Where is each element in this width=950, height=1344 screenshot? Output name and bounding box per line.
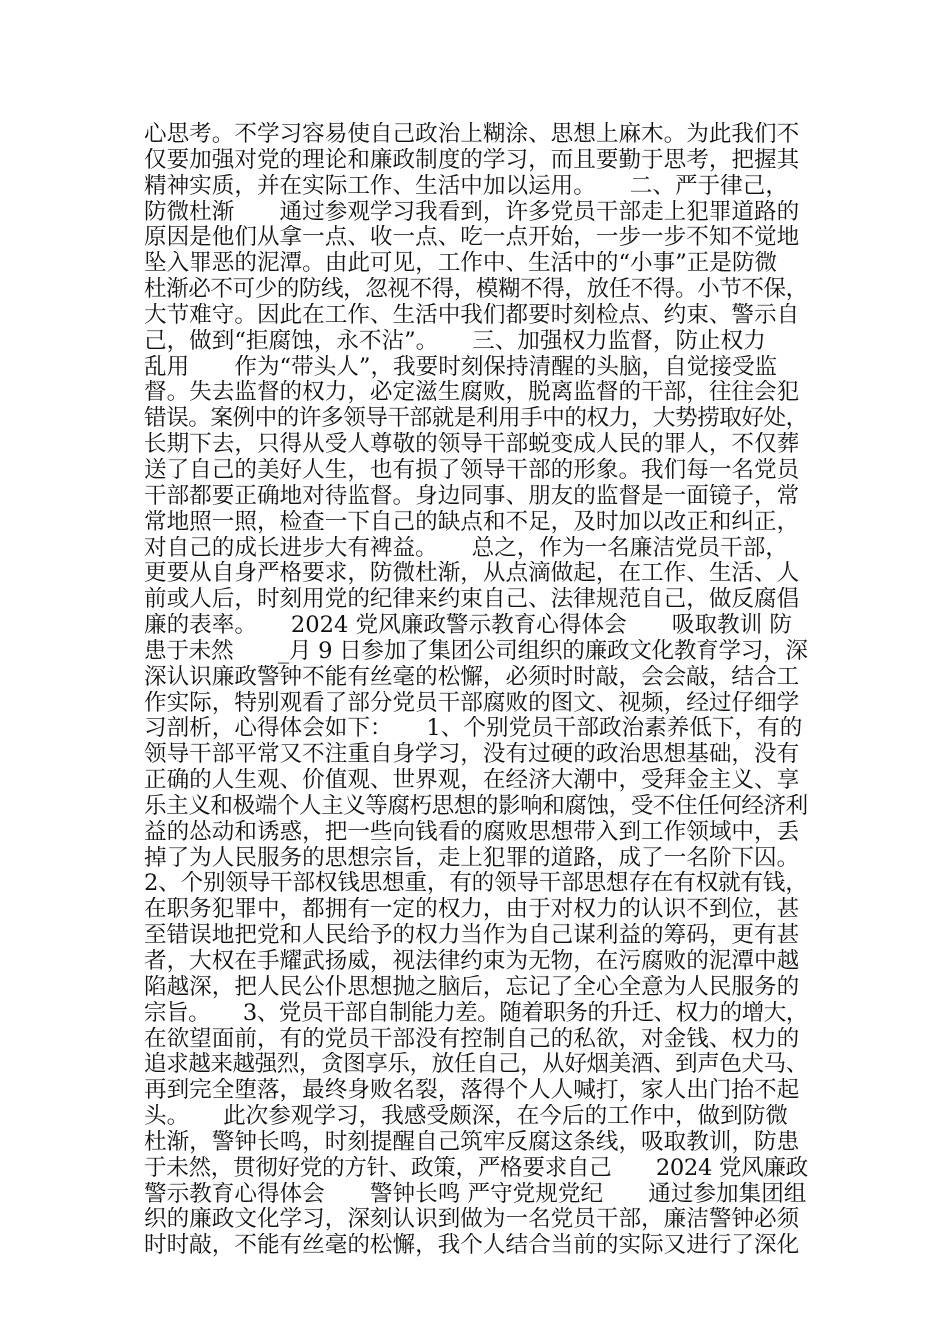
- text-line: 正确的人生观、价值观、世界观，在经济大潮中，受拜金主义、享: [144, 768, 800, 794]
- text-line: 错误。案例中的许多领导干部就是利用手中的权力，大势捞取好处，: [144, 406, 808, 432]
- text-line: 习剖析，心得体会如下： 1、个别党员干部政治素养低下，有的: [144, 716, 803, 742]
- text-line: 长期下去，只得从受人尊敬的领导干部蜕变成人民的罪人，不仅葬: [144, 432, 800, 458]
- text-line: 益的怂动和诱惑，把一些向钱看的腐败思想带入到工作领域中，丢: [144, 819, 800, 845]
- text-line: 2、个别领导干部权钱思想重，有的领导干部思想存在有权就有钱，: [144, 871, 808, 897]
- text-line: 在职务犯罪中，都拥有一定的权力，由于对权力的认识不到位，甚: [144, 897, 800, 923]
- text-line: 心思考。不学习容易使自己政治上糊涂、思想上麻木。为此我们不: [144, 122, 800, 147]
- text-line: 宗旨。 3、党员干部自制能力差。随着职务的升迁、权力的增大，: [144, 1000, 808, 1026]
- text-line: 追求越来越强烈，贪图享乐，放任自己，从好烟美酒、到声色犬马、: [144, 1052, 808, 1078]
- text-line: 坠入罪恶的泥潭。由此可见，工作中、生活中的“小事”正是防微: [144, 251, 778, 277]
- text-line: 者，大权在手耀武扬威，视法律约束为无物，在污腐败的泥潭中越: [144, 949, 800, 974]
- text-line: 织的廉政文化学习，深刻认识到做为一名党员干部，廉洁警钟必须: [144, 1207, 800, 1233]
- text-line: 送了自己的美好人生，也有损了领导干部的形象。我们每一名党员: [144, 457, 800, 483]
- text-line: 领导干部平常又不注重自身学习，没有过硬的政治思想基础，没有: [144, 742, 800, 768]
- text-line: 仅要加强对党的理论和廉政制度的学习，而且要勤于思考，把握其: [144, 147, 800, 173]
- text-line: 大节难守。因此在工作、生活中我们都要时刻检点、约束、警示自: [144, 302, 800, 328]
- text-line: 深认识廉政警钟不能有丝毫的松懈，必须时时敲，会会敲，结合工: [144, 664, 800, 690]
- text-line: 己，做到“拒腐蚀，永不沾”。 三、加强权力监督，防止权力: [144, 328, 766, 354]
- text-line: 至错误地把党和人民给予的权力当作为自己谋利益的筹码，更有甚: [144, 923, 800, 949]
- text-line: 在欲望面前，有的党员干部没有控制自己的私欲，对金钱、权力的: [144, 1026, 800, 1052]
- text-line: 患于未然 _月 9 日参加了集团公司组织的廉政文化教育学习，深: [144, 638, 808, 664]
- text-line: 干部都要正确地对待监督。身边同事、朋友的监督是一面镜子，常: [144, 483, 800, 509]
- text-line: 乐主义和极端个人主义等腐朽思想的影响和腐蚀，受不住任何经济利: [144, 793, 808, 819]
- text-line: 廉的表率。 2024 党风廉政警示教育心得体会 吸取教训 防: [144, 613, 793, 639]
- text-line: 原因是他们从拿一点、收一点、吃一点开始，一步一步不知不觉地: [144, 225, 800, 251]
- text-line: 时时敲，不能有丝毫的松懈，我个人结合当前的实际又进行了深化: [144, 1233, 800, 1259]
- text-line: 杜渐必不可少的防线，忽视不得，模糊不得，放任不得。小节不保，: [144, 277, 808, 303]
- text-line: 警示教育心得体会 警钟长鸣 严守党规党纪 通过参加集团组: [144, 1181, 807, 1207]
- text-line: 对自己的成长进步大有裨益。 总之，作为一名廉洁党员干部，: [144, 535, 788, 561]
- text-line: 杜渐，警钟长鸣，时刻提醒自己筑牢反腐这条线，吸取教训，防患: [144, 1129, 800, 1155]
- text-line: 陷越深，把人民公仆思想抛之脑后，忘记了全心全意为人民服务的: [144, 974, 800, 1000]
- text-line: 精神实质，并在实际工作、生活中加以运用。 二、严于律己，: [144, 173, 788, 199]
- text-line: 防微杜渐 通过参观学习我看到，许多党员干部走上犯罪道路的: [144, 199, 800, 225]
- text-line: 于未然，贯彻好党的方针、政策，严格要求自己 2024 党风廉政: [144, 1155, 808, 1181]
- document-body: [144, 122, 808, 1259]
- text-line: 更要从自身严格要求，防微杜渐，从点滴做起，在工作、生活、人: [144, 561, 800, 587]
- text-line: 常地照一照，检查一下自己的缺点和不足，及时加以改正和纠正，: [144, 509, 800, 535]
- text-line: 前或人后，时刻用党的纪律来约束自己、法律规范自己，做反腐倡: [144, 587, 800, 613]
- text-line: 掉了为人民服务的思想宗旨，走上犯罪的道路，成了一名阶下囚。: [144, 845, 800, 871]
- text-line: 督。失去监督的权力，必定滋生腐败，脱离监督的干部，往往会犯: [144, 380, 800, 406]
- text-line: 作实际，特别观看了部分党员干部腐败的图文、视频，经过仔细学: [144, 690, 800, 716]
- text-line: 乱用 作为“带头人”，我要时刻保持清醒的头脑，自觉接受监: [144, 354, 778, 380]
- text-line: 头。 此次参观学习，我感受颇深，在今后的工作中，做到防微: [144, 1104, 788, 1130]
- text-line: 再到完全堕落，最终身败名裂，落得个人人喊打，家人出门抬不起: [144, 1078, 800, 1104]
